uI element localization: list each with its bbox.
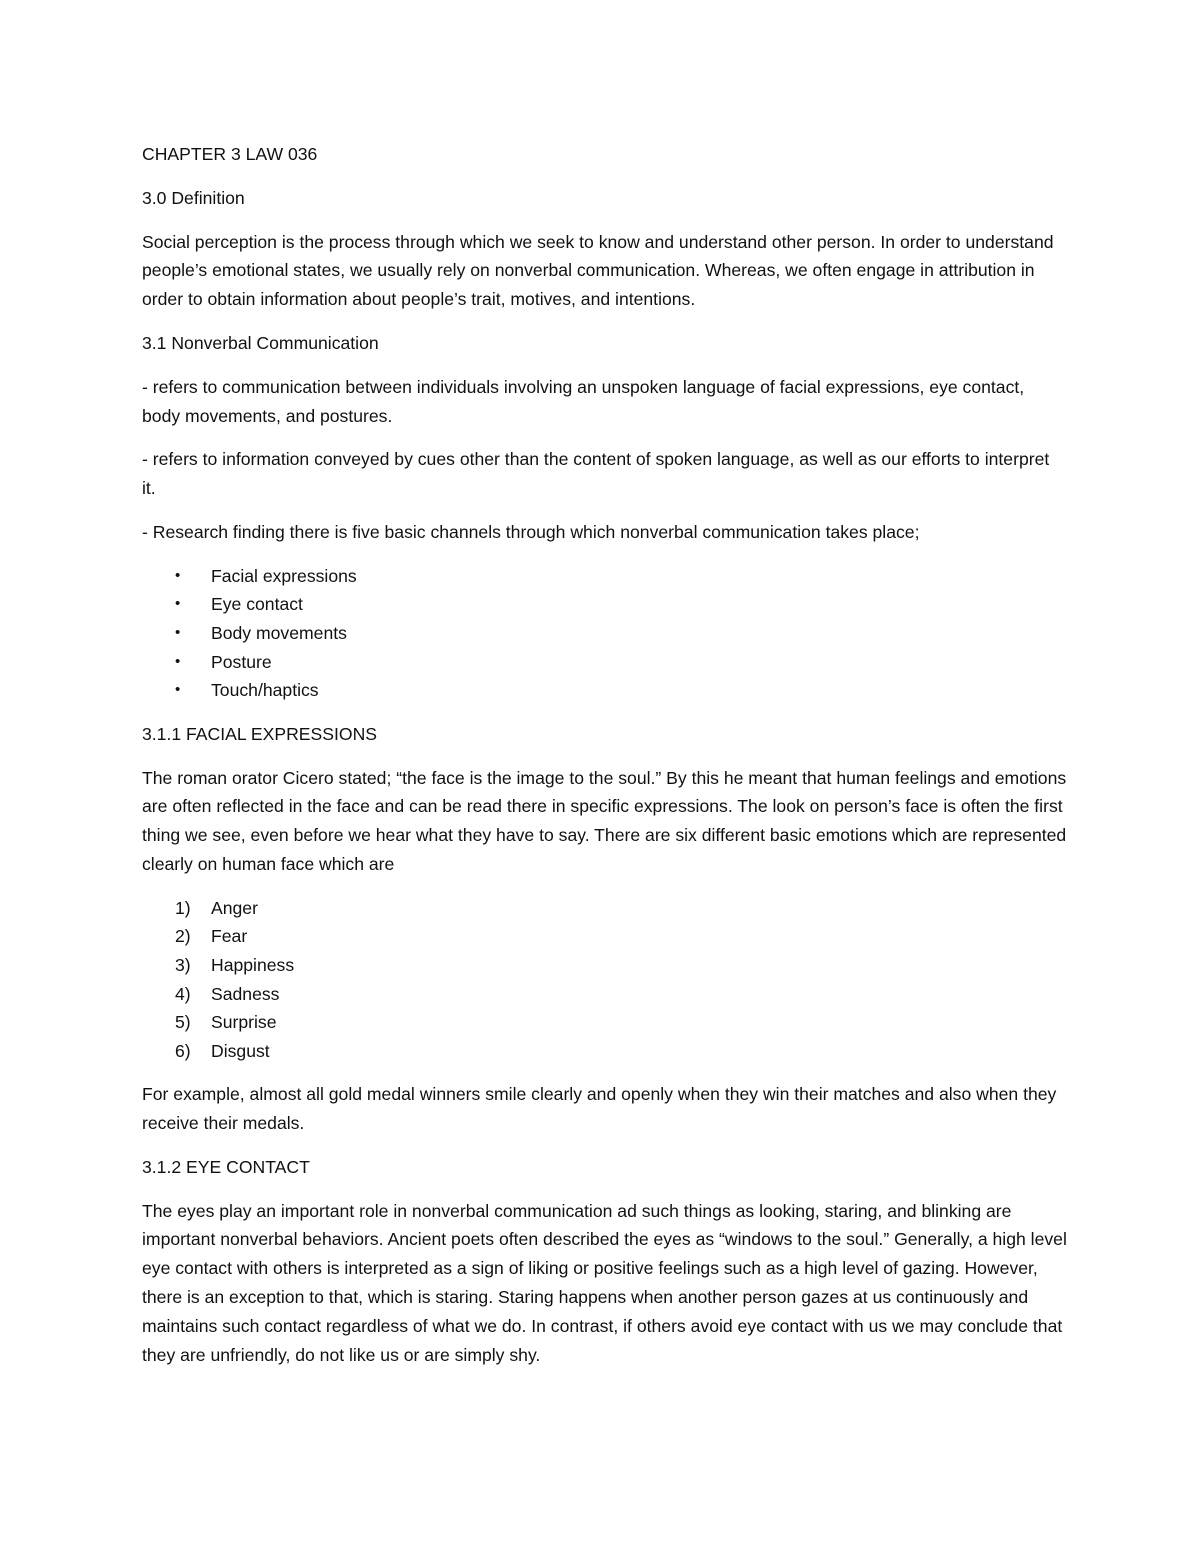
list-item [142,590,1067,619]
section-3-1-1-body: The roman orator Cicero stated; “the face is the image to the soul.” By this he meant that human feelings and emotions are often reflected in the face and can be read there in specific expressions. The look on person’s face is often the first thing we see, even before we hear what they have to say. There are six different basic emotions which are represented clearly on human face which are [142,767,1067,874]
list-item-label: Posture [211,651,272,672]
list-item [142,980,1067,1009]
list-item [142,1037,1067,1066]
bullet-icon: • [175,652,181,670]
list-number: 3) [175,954,191,975]
document-page [142,140,1067,1384]
list-number: 6) [175,1040,191,1061]
section-3-0-body: Social perception is the process through which we seek to know and understand other person. In order to understand people’s emotional states, we usually rely on nonverbal communication. Whereas, we often engage in attribution in order to obtain information about people’s trait, motives, and intentions. [142,231,1054,310]
list-item-label: Touch/haptics [211,680,319,701]
list-item [142,1008,1067,1037]
bullet-icon: • [175,681,181,699]
list-item-label: Disgust [211,1040,270,1061]
section-3-1-2-body: The eyes play an important role in nonverbal communication ad such things as looking, staring, and blinking are important nonverbal behaviors. Ancient poets often described the eyes as “windows to the soul.” Generally, a high level eye contact with others is interpreted as a sign of liking or positive feelings such as a high level of gazing. However, there is an exception to that, which is staring. Staring happens when another person gazes at us continuously and maintains such contact regardless of what we do. In contrast, if others avoid eye contact with us we may conclude that they are unfriendly, do not like us or are simply shy. [142,1200,1067,1365]
list-number: 5) [175,1012,191,1033]
list-number: 2) [175,926,191,947]
bullet-icon: • [175,623,181,641]
section-3-1-heading: 3.1 Nonverbal Communication [142,332,379,353]
list-number: 1) [175,897,191,918]
list-item-label: Body movements [211,622,347,643]
list-item-label: Eye contact [211,594,303,615]
list-item-label: Surprise [211,1012,277,1033]
list-item [142,951,1067,980]
list-item-label: Fear [211,926,248,947]
list-item [142,619,1067,648]
section-3-1-1-example: For example, almost all gold medal winners smile clearly and openly when they win their matches and also when they receive their medals. [142,1084,1057,1134]
section-3-1-para-2: - refers to information conveyed by cues other than the content of spoken language, as well as our efforts to interpret it. [142,449,1050,499]
bullet-icon: • [175,566,181,584]
list-item-label: Anger [211,897,258,918]
emotions-list [142,894,1067,1066]
list-item [142,562,1067,591]
list-number: 4) [175,983,191,1004]
list-item [142,676,1067,705]
section-3-0-heading: 3.0 Definition [142,187,245,208]
list-item [142,648,1067,677]
document-title: CHAPTER 3 LAW 036 [142,144,318,164]
section-3-1-1-heading: 3.1.1 FACIAL EXPRESSIONS [142,723,378,744]
list-item [142,894,1067,923]
list-item-label: Happiness [211,954,295,975]
list-item-label: Sadness [211,983,280,1004]
section-3-1-2-heading: 3.1.2 EYE CONTACT [142,1156,310,1177]
list-item [142,922,1067,951]
channels-list [142,562,1067,705]
section-3-1-para-1: - refers to communication between individuals involving an unspoken language of facial expressions, eye contact, body movements, and postures. [142,376,1025,426]
bullet-icon: • [175,595,181,613]
section-3-1-para-3: - Research finding there is five basic channels through which nonverbal communication takes place; [142,521,920,542]
list-item-label: Facial expressions [211,565,357,586]
